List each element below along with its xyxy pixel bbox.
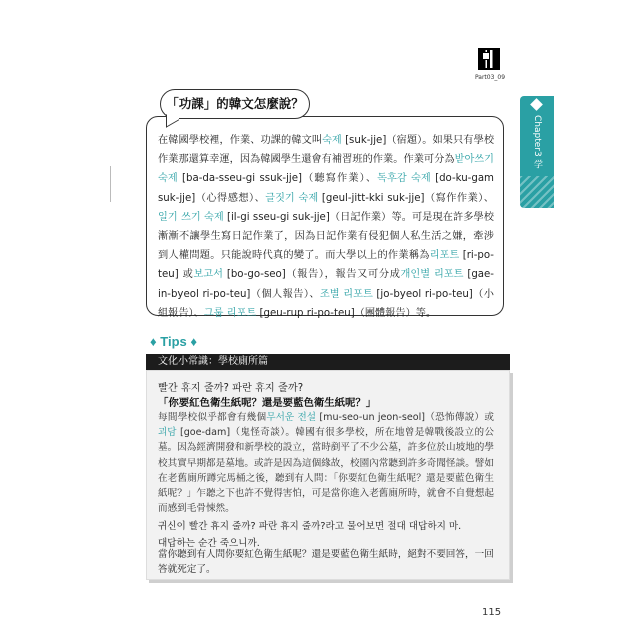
text: [mu-seo-un jeon-seol]（恐怖傳說）或	[316, 412, 494, 423]
text: [il-gi sseu-gi suk-jje]（日記作業）等。可是現在許多學校漸漸不讓學生寫日記作業了，因為日記作業有侵犯個人私生活之嫌，牽涉到人權問題。只能說時代真的變了。而大學以上的作業稱為	[158, 211, 494, 262]
korean-term: 보고서	[193, 269, 223, 281]
text: [do-ku-gam suk-jje]（心得感想）、	[158, 173, 494, 204]
tips-body	[158, 410, 494, 516]
text: [ri-po-teu] 或	[158, 250, 494, 281]
text: 每間學校似乎都會有幾個	[158, 412, 267, 423]
tips-question-korean: 빨간 휴지 줄까? 파란 휴지 줄까?	[158, 383, 304, 394]
tips-chinese-translation: 當你聽到有人問你要紅色衛生紙呢？還是要藍色衛生紙時，絕對不要回答，一回答就死定了。	[158, 549, 494, 575]
korean-term: 일기 쓰기 숙제	[158, 211, 224, 223]
tips-korean-sentence-1: 귀신이 빨간 휴지 줄까? 파란 휴지 줄까?라고 물어보면 절대 대답하지 마.	[158, 521, 462, 532]
korean-term: 조별 리포트	[319, 288, 373, 300]
korean-term: 글짓기 숙제	[265, 192, 319, 204]
diamond-icon	[530, 98, 543, 111]
text: [ba-da-sseu-gi ssuk-jje]（聽寫作業）、	[177, 173, 378, 185]
page-number: 115	[482, 607, 502, 618]
wave-pattern	[520, 176, 554, 208]
main-paragraph	[158, 131, 494, 323]
korean-term: 개인별 리포트	[400, 269, 464, 281]
text: [jo-byeol ri-po-teu]（小組報告）、	[158, 288, 494, 319]
text: [bo-go-seo]（報告），報告又可分成	[222, 269, 401, 281]
tips-heading: ♦ Tips ♦	[150, 334, 197, 349]
chapter-label: Chapter3 学	[532, 115, 542, 169]
tips-title: 文化小常識：學校廁所篇	[158, 356, 268, 367]
text: [goe-dam]（鬼怪奇談）。韓國有很多學校，所在地曾是韓戰後設立的公墓。因為經濟開發和新學校的設立，當時剷平了不少公墓，許多位於山坡地的學校其實早期都是墓地。或許是因為這個緣故，校園內常聽到許多奇聞怪談。譬如在老舊廁所蹲完馬桶之後，聽到有人問：「你要紅色衛生紙呢？還是要藍色衛生紙呢？」乍聽之下也許不覺得害怕，可是當你進入老舊廁所時，就會不自覺想起而感到毛骨悚然。	[158, 427, 494, 515]
text: [suk-jje]（宿題）。如果只有學校作業那還算幸運，因為韓國學生還會有補習班的作業。作業可分為	[158, 135, 495, 166]
korean-term: 숙제	[322, 135, 342, 146]
margin-line	[110, 166, 111, 202]
chapter-side-tab	[520, 96, 554, 208]
text: [geul-jitt-kki suk-jje]（寫作作業）、	[318, 192, 494, 204]
korean-term: 받아쓰기 숙제	[158, 154, 494, 185]
text: [gae-in-byeol ri-po-teu]（個人報告）、	[158, 269, 494, 300]
tips-question-chinese: 「你要紅色衛生紙呢？還是要藍色衛生紙呢？」	[158, 397, 377, 409]
korean-term: 괴담	[158, 427, 177, 439]
section-title: 「功課」的韓文怎麼說？	[166, 96, 304, 111]
korean-term: 독후감 숙제	[377, 173, 431, 185]
qr-label: Part03_09	[474, 74, 506, 81]
tips-korean-sentence-2: 대답하는 순간 죽으니까.	[158, 538, 260, 549]
text: 在韓國學校裡，作業、功課的韓文叫	[158, 135, 323, 146]
korean-term: 그룹 리포트	[203, 307, 257, 319]
text: [geu-rup ri-po-teu]（團體報告）等。	[256, 307, 437, 319]
qr-code	[478, 48, 500, 70]
korean-term: 리포트	[429, 250, 460, 262]
korean-term: 무서운 전설	[266, 412, 317, 423]
